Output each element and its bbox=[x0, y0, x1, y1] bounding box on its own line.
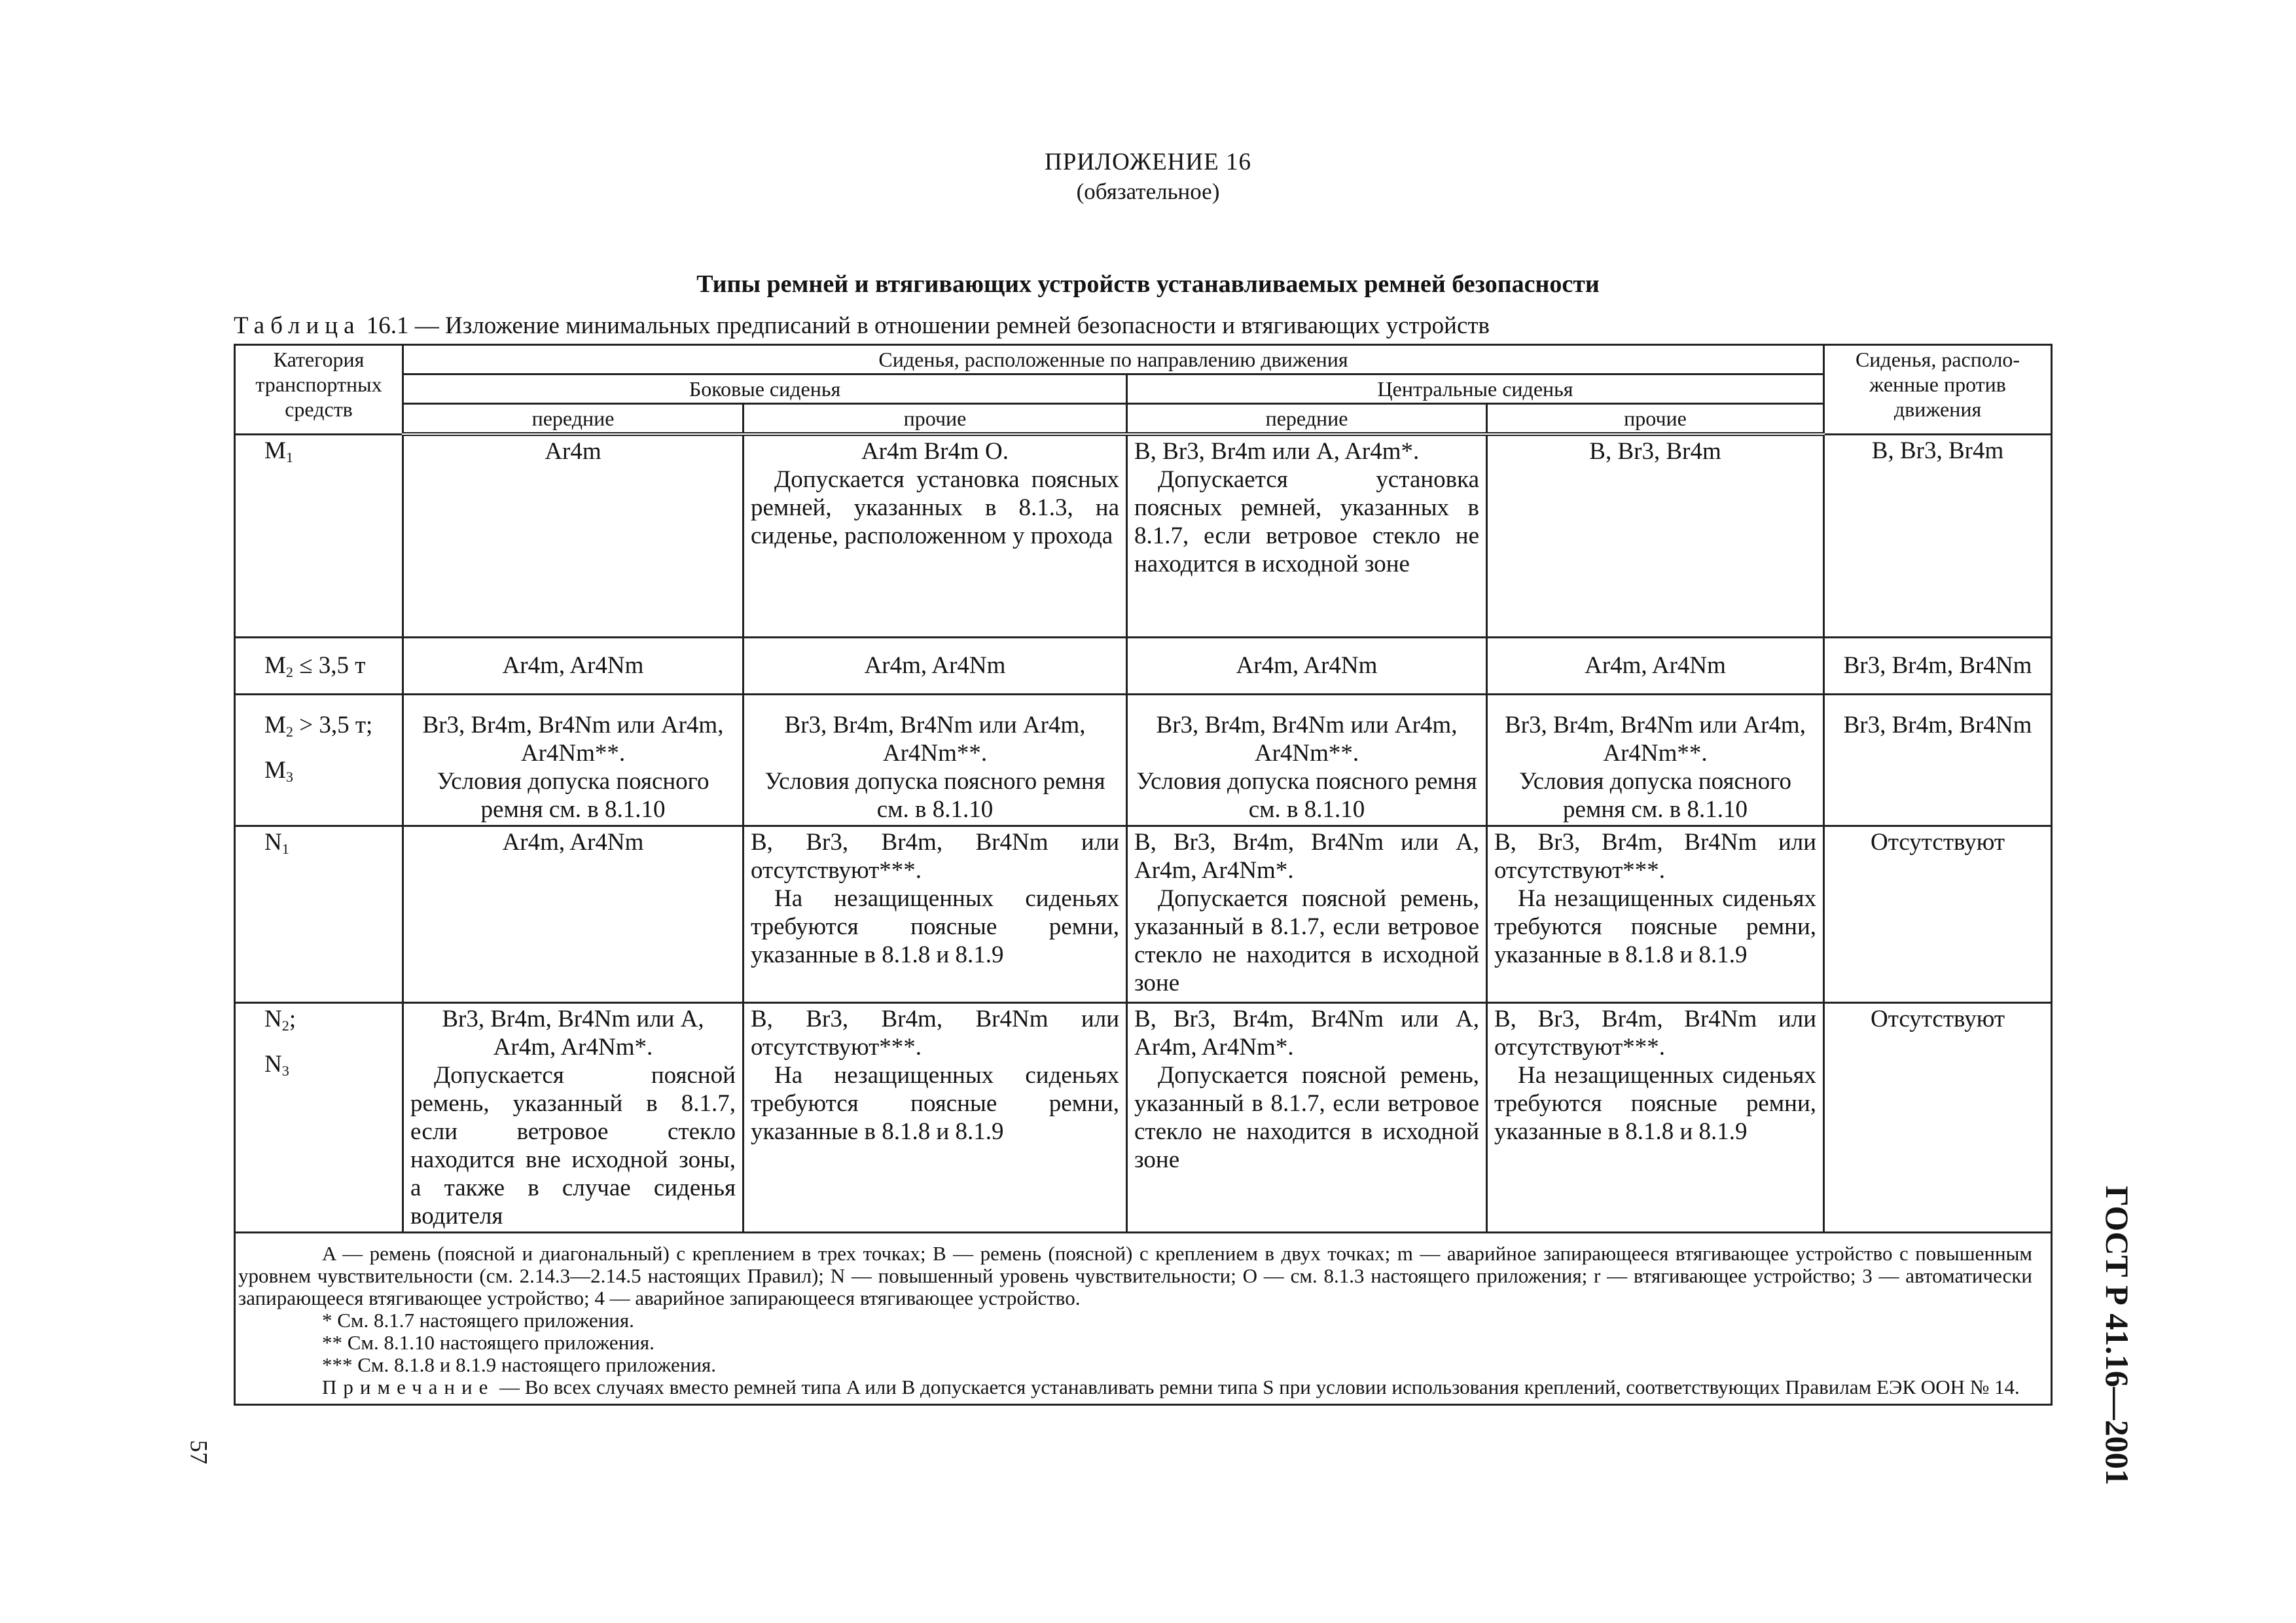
cell-n2-backward: Отсутствуют bbox=[1824, 1002, 2052, 1232]
cell-m1-backward: B, Br3, Br4m bbox=[1824, 434, 2052, 637]
footnote-3: *** См. 8.1.8 и 8.1.9 настоящего приложения. bbox=[322, 1353, 716, 1376]
cell-m1-central-other: B, Br3, Br4m bbox=[1487, 434, 1824, 637]
legend-text: A — ремень (поясной и диагональный) с креплением в трех точках; B — ремень (поясной) с креплением в двух точках; m — аварийное запирающееся втягивающее устройство с повышенным уровнем чувствительности (см. 2.14.3—2.14.5 настоящих Правил); N — повышенный уровень чувствительности; O — см. 8.1.3 настоящего приложения; r — втягивающее устройство; 3 — автоматически запирающееся втягивающее устройство; 4 — аварийное запирающееся втягивающее устройство. bbox=[238, 1241, 2033, 1309]
table-row bbox=[235, 1002, 2052, 1232]
cell-m1-side-other: Ar4m Br4m O. Допускается установка поясных ремней, указанных в 8.1.3, на сиденье, расположенном у прохода bbox=[744, 434, 1127, 637]
cell-n1-side-other: B, Br3, Br4m, Br4Nm или отсутствуют***. На незащищенных сиденьях требуются поясные ремни, указанные в 8.1.8 и 8.1.9 bbox=[744, 826, 1127, 1002]
cell-n2-central-front: B, Br3, Br4m, Br4Nm или A, Ar4m, Ar4Nm*. Допускается поясной ремень, указанный в 8.1.7, если ветровое стекло не находится в исходной зоне bbox=[1127, 1002, 1487, 1232]
cell-m2b-central-other: Br3, Br4m, Br4Nm или Ar4m, Ar4Nm**. Условия допуска поясного ремня см. в 8.1.10 bbox=[1487, 694, 1824, 826]
cell-m2a-central-front: Ar4m, Ar4Nm bbox=[1127, 637, 1487, 694]
category-m2-heavy-m3: $M_2 > 3,5$ т; $M_3$ bbox=[235, 694, 403, 826]
cell-m1-central-front: B, Br3, Br4m или A, Ar4m*. Допускается установка поясных ремней, указанных в 8.1.7, если ветровое стекло не находится в исходной зоне bbox=[1127, 434, 1487, 637]
category-n1: $N_1$ bbox=[235, 826, 403, 1002]
category-m1: $M_1$ bbox=[235, 434, 403, 637]
category-n2-n3: $N_2$; $N_3$ bbox=[235, 1002, 403, 1232]
header-backward-seats: Сиденья, располо-женные против движения bbox=[1824, 345, 2052, 435]
category-m2-light: $M_2 \le 3,5$ т bbox=[235, 637, 403, 694]
cell-m2a-side-other: Ar4m, Ar4Nm bbox=[744, 637, 1127, 694]
cell-n1-central-other: B, Br3, Br4m, Br4Nm или отсутствуют***. На незащищенных сиденьях требуются поясные ремни, указанные в 8.1.8 и 8.1.9 bbox=[1487, 826, 1824, 1002]
page-number: 57 bbox=[185, 1440, 212, 1465]
document-title: Типы ремней и втягивающих устройств устанавливаемых ремней безопасности bbox=[696, 270, 1600, 298]
side-standard-label: ГОСТ Р 41.16—2001 bbox=[2099, 1186, 2136, 1486]
footnote-2: ** См. 8.1.10 настоящего приложения. bbox=[322, 1330, 655, 1354]
annex-status: (обязательное) bbox=[1076, 179, 1220, 204]
cell-n1-side-front: Ar4m, Ar4Nm bbox=[403, 826, 744, 1002]
annex-title: ПРИЛОЖЕНИЕ 16 bbox=[1045, 149, 1251, 175]
cell-n2-central-other: B, Br3, Br4m, Br4Nm или отсутствуют***. На незащищенных сиденьях требуются поясные ремни, указанные в 8.1.8 и 8.1.9 bbox=[1487, 1002, 1824, 1232]
cell-m1-side-front: Ar4m bbox=[403, 434, 744, 637]
header-side-other: прочие bbox=[744, 404, 1127, 435]
table-row bbox=[235, 434, 2052, 637]
footnote-1: * См. 8.1.7 настоящего приложения. bbox=[322, 1308, 634, 1332]
seat-belt-table bbox=[234, 344, 2053, 1406]
header-side-front: передние bbox=[403, 404, 744, 435]
cell-m2b-side-other: Br3, Br4m, Br4Nm или Ar4m, Ar4Nm**. Условия допуска поясного ремня см. в 8.1.10 bbox=[744, 694, 1127, 826]
cell-n2-side-other: B, Br3, Br4m, Br4Nm или отсутствуют***. На незащищенных сиденьях требуются поясные ремни, указанные в 8.1.8 и 8.1.9 bbox=[744, 1002, 1127, 1232]
table-row bbox=[235, 826, 2052, 1002]
cell-m2a-backward: Br3, Br4m, Br4Nm bbox=[1824, 637, 2052, 694]
table-row bbox=[235, 694, 2052, 826]
header-category: Категория транспортных средств bbox=[235, 345, 403, 435]
cell-n1-backward: Отсутствуют bbox=[1824, 826, 2052, 1002]
remark bbox=[238, 1376, 2032, 1398]
header-forward-seats: Сиденья, расположенные по направлению движения bbox=[403, 345, 1824, 374]
cell-m2b-backward: Br3, Br4m, Br4Nm bbox=[1824, 694, 2052, 826]
table-caption-label: Таблица bbox=[234, 312, 361, 339]
table-caption-text: 16.1 — Изложение минимальных предписаний в отношении ремней безопасности и втягивающих устройств bbox=[366, 312, 1490, 339]
cell-n2-side-front: Br3, Br4m, Br4Nm или A, Ar4m, Ar4Nm*. Допускается поясной ремень, указанный в 8.1.7, если ветровое стекло находится вне исходной зоны, а также в случае сиденья водителя bbox=[403, 1002, 744, 1232]
cell-n1-central-front: B, Br3, Br4m, Br4Nm или A, Ar4m, Ar4Nm*. Допускается поясной ремень, указанный в 8.1.7, если ветровое стекло не находится в исходной зоне bbox=[1127, 826, 1487, 1002]
header-central-front: передние bbox=[1127, 404, 1487, 435]
remark-label: Примечание bbox=[322, 1375, 495, 1398]
notes-row bbox=[235, 1232, 2052, 1404]
header-central-seats: Центральные сиденья bbox=[1127, 374, 1824, 404]
cell-m2b-side-front: Br3, Br4m, Br4Nm или Ar4m, Ar4Nm**. Условия допуска поясного ремня см. в 8.1.10 bbox=[403, 694, 744, 826]
header-central-other: прочие bbox=[1487, 404, 1824, 435]
cell-m2a-central-other: Ar4m, Ar4Nm bbox=[1487, 637, 1824, 694]
header-side-seats: Боковые сиденья bbox=[403, 374, 1127, 404]
cell-m2a-side-front: Ar4m, Ar4Nm bbox=[403, 637, 744, 694]
table-caption bbox=[234, 312, 1490, 340]
notes bbox=[235, 1232, 2052, 1404]
table-row bbox=[235, 637, 2052, 694]
remark-text: — Во всех случаях вместо ремней типа A или B допускается устанавливать ремни типа S при условии использования креплений, соответствующих Правилам ЕЭК ООН № 14. bbox=[494, 1375, 2020, 1398]
cell-m2b-central-front: Br3, Br4m, Br4Nm или Ar4m, Ar4Nm**. Условия допуска поясного ремня см. в 8.1.10 bbox=[1127, 694, 1487, 826]
